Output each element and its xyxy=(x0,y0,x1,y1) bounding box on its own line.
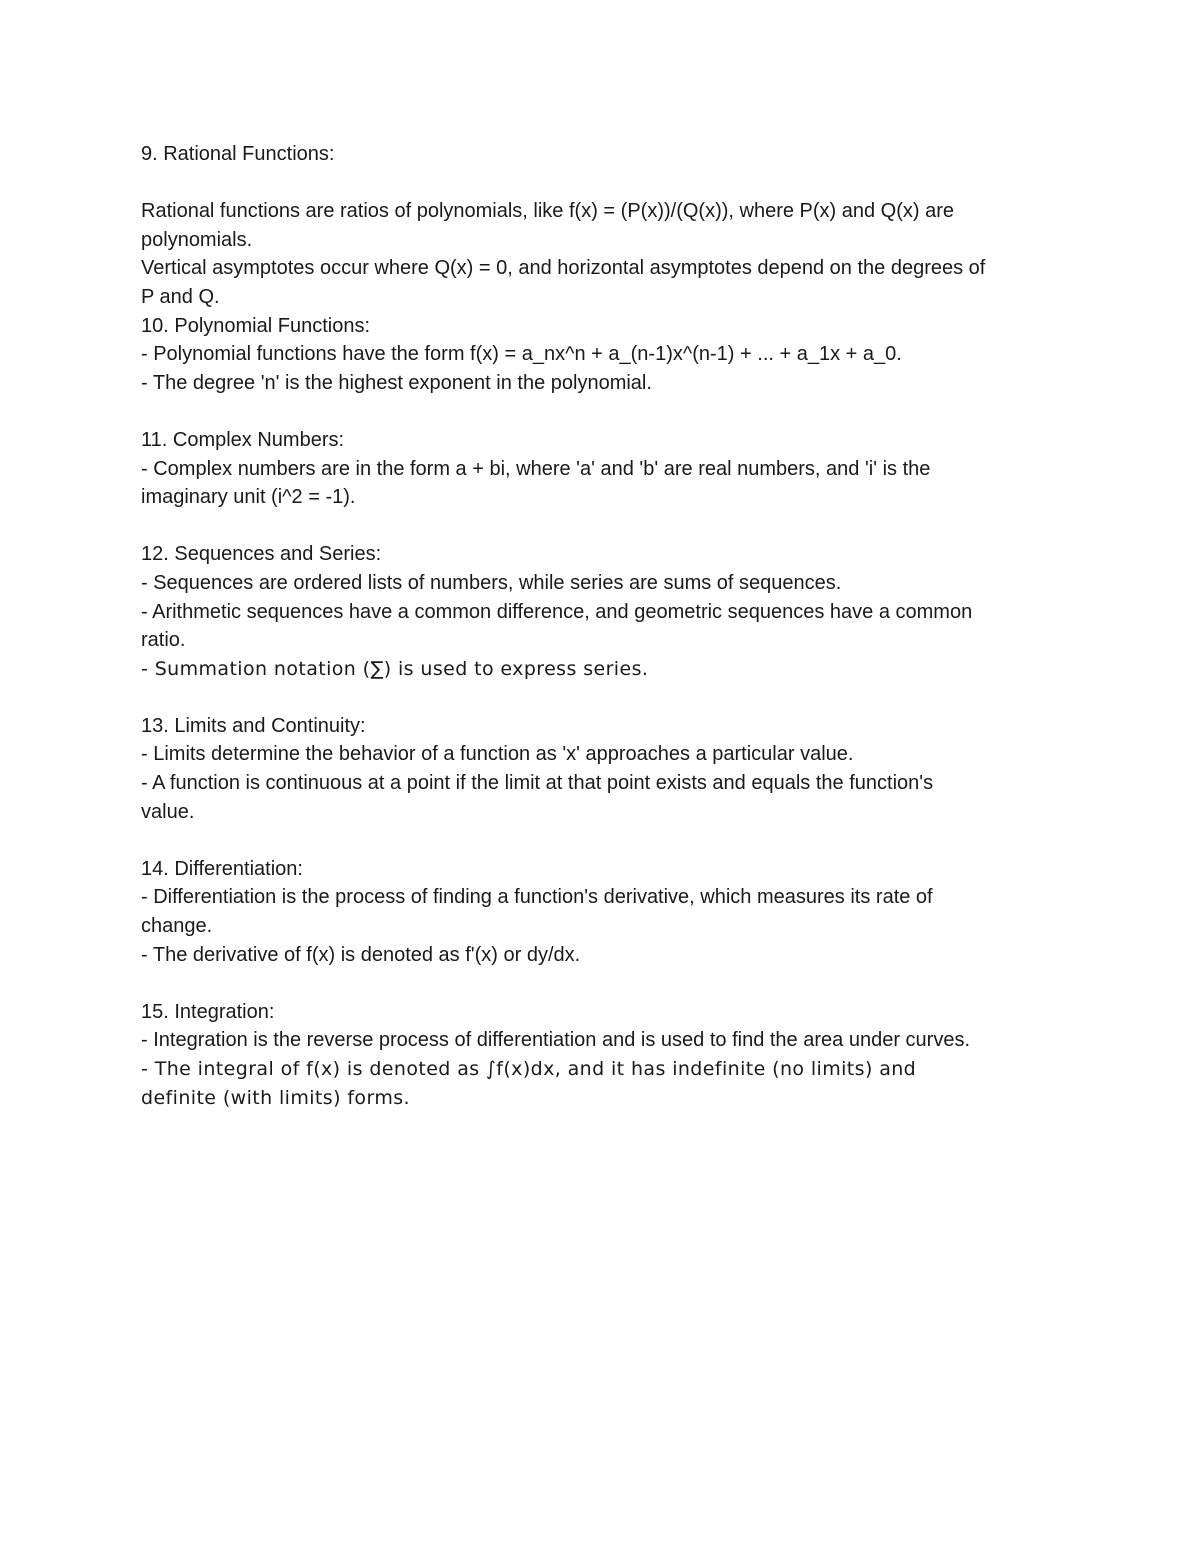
blank-line xyxy=(141,683,1071,712)
body-line: - Integration is the reverse process of differentiation and is used to find the area under curves. xyxy=(141,1029,970,1052)
blank-line xyxy=(141,512,1071,541)
section-heading: 10. Polynomial Functions: xyxy=(141,314,371,337)
body-line: Rational functions are ratios of polynomials, like f(x) = (P(x))/(Q(x)), where P(x) and Q(x) are xyxy=(141,200,955,223)
body-line: P and Q. xyxy=(141,285,220,308)
section-heading: 14. Differentiation: xyxy=(141,857,303,880)
body-line: value. xyxy=(141,800,195,823)
body-line: - The integral of f(x) is denoted as ∫f(x)dx, and it has indefinite (no limits) and xyxy=(141,1058,917,1080)
body-line: - Limits determine the behavior of a function as 'x' approaches a particular value. xyxy=(141,743,854,766)
body-line: - The derivative of f(x) is denoted as f'(x) or dy/dx. xyxy=(141,943,581,966)
body-line: definite (with limits) forms. xyxy=(141,1086,410,1109)
body-line: polynomials. xyxy=(141,228,253,251)
body-line: - Differentiation is the process of finding a function's derivative, which measures its rate of xyxy=(141,886,933,909)
body-line: imaginary unit (i^2 = -1). xyxy=(141,486,356,509)
section-heading: 13. Limits and Continuity: xyxy=(141,714,366,737)
body-line: - Polynomial functions have the form f(x) = a_nx^n + a_(n-1)x^(n-1) + ... + a_1x + a_0. xyxy=(141,343,902,366)
body-line: - The degree 'n' is the highest exponent in the polynomial. xyxy=(141,371,652,394)
body-line: - Summation notation (∑) is used to express series. xyxy=(141,657,649,680)
section-heading: 9. Rational Functions: xyxy=(141,143,335,165)
section-heading: 15. Integration: xyxy=(141,1000,275,1023)
document-page xyxy=(141,140,1071,1112)
body-line: change. xyxy=(141,915,213,938)
body-line: - Arithmetic sequences have a common difference, and geometric sequences have a common xyxy=(141,600,973,623)
blank-line xyxy=(141,397,1071,426)
blank-line xyxy=(141,969,1071,998)
section-heading: 12. Sequences and Series: xyxy=(141,543,382,566)
body-line: Vertical asymptotes occur where Q(x) = 0, and horizontal asymptotes depend on the degrees of xyxy=(141,257,986,280)
body-line: - Complex numbers are in the form a + bi, where 'a' and 'b' are real numbers, and 'i' is the xyxy=(141,457,931,480)
body-line: - A function is continuous at a point if the limit at that point exists and equals the function's xyxy=(141,772,934,795)
section-heading: 11. Complex Numbers: xyxy=(141,428,345,451)
blank-line xyxy=(141,826,1071,855)
body-line: - Sequences are ordered lists of numbers, while series are sums of sequences. xyxy=(141,571,842,594)
body-line: ratio. xyxy=(141,629,186,652)
blank-line xyxy=(141,169,1071,198)
